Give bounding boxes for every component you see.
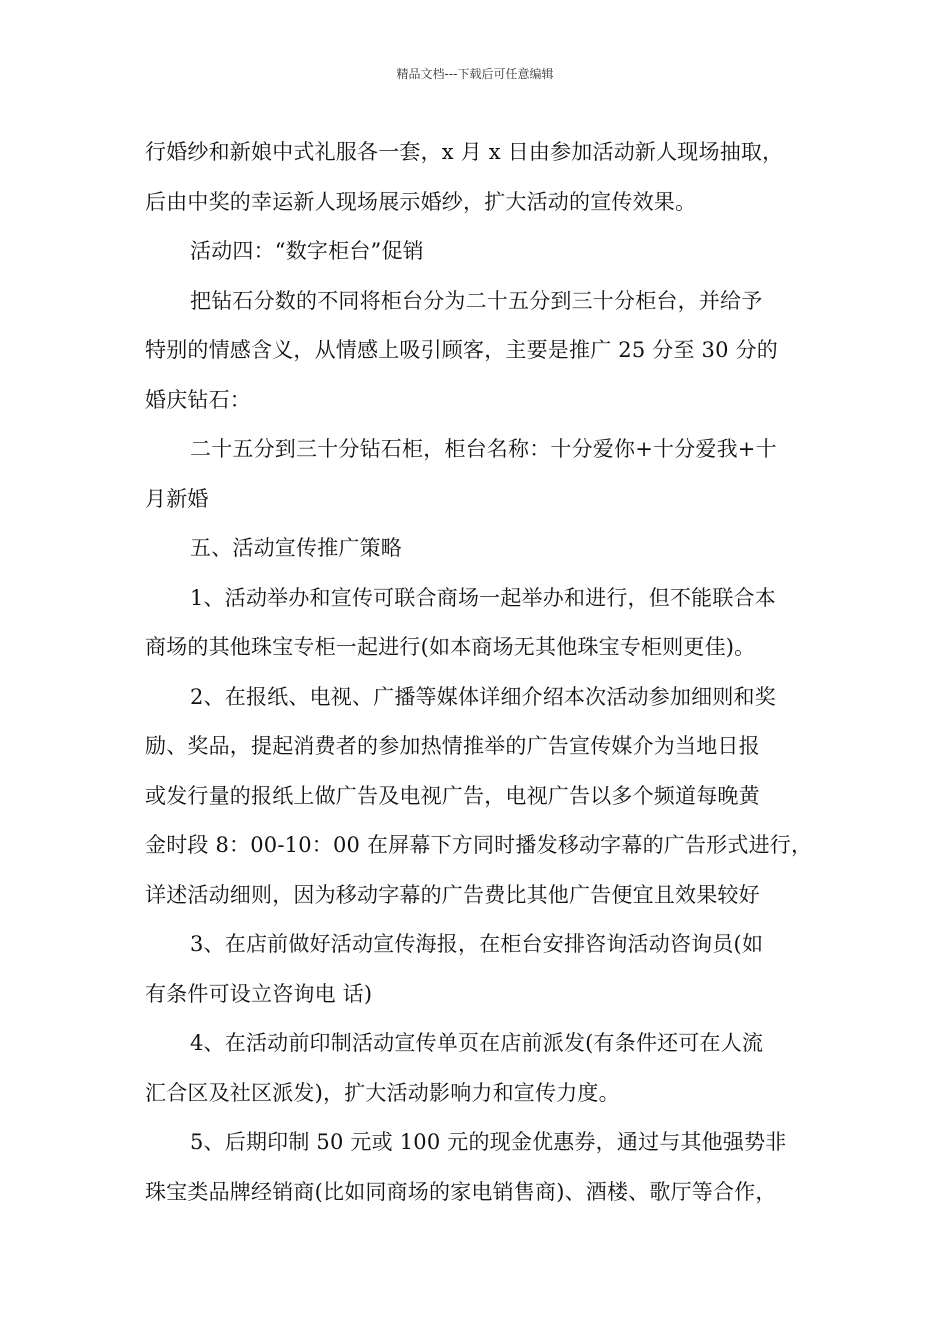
text-line: 2、在报纸、电视、广播等媒体详细介绍本次活动参加细则和奖: [190, 684, 776, 709]
section-heading: 五、活动宣传推广策略: [190, 536, 402, 560]
text-line: 汇合区及社区派发)，扩大活动影响力和宣传力度。: [145, 1080, 620, 1105]
text-line: 月新婚: [145, 486, 209, 511]
text-line: 励、奖品，提起消费者的参加热情推举的广告宣传媒介为当地日报: [145, 734, 760, 758]
text-line: 4、在活动前印制活动宣传单页在店前派发(有条件还可在人流: [190, 1031, 764, 1055]
text-line: 婚庆钻石：: [145, 387, 251, 412]
text-line: 后由中奖的幸运新人现场展示婚纱，扩大活动的宣传效果。: [145, 189, 697, 214]
text-line: 5、后期印制 50 元或 100 元的现金优惠券，通过与其他强势非: [190, 1130, 787, 1154]
text-line: 金时段 8：00-10：00 在屏幕下方同时播发移动字幕的广告形式进行，: [145, 833, 813, 857]
text-line: 特别的情感含义，从情感上吸引顾客，主要是推广 25 分至 30 分的: [145, 338, 778, 362]
page-header: 精品文档---下载后可任意编辑: [396, 67, 554, 81]
section-heading: 活动四：“数字柜台”促销: [190, 239, 424, 263]
text-line: 二十五分到三十分钻石柜，柜台名称：十分爱你+十分爱我+十: [190, 437, 777, 461]
text-line: 1、活动举办和宣传可联合商场一起举办和进行，但不能联合本: [190, 585, 776, 610]
text-line: 行婚纱和新娘中式礼服各一套，x 月 x 日由参加活动新人现场抽取，: [145, 140, 784, 164]
text-line: 珠宝类品牌经销商(比如同商场的家电销售商)、酒楼、歌厅等合作，: [145, 1179, 777, 1204]
text-line: 3、在店前做好活动宣传海报，在柜台安排咨询活动咨询员(如: [190, 932, 764, 956]
text-line: 商场的其他珠宝专柜一起进行(如本商场无其他珠宝专柜则更佳)。: [145, 635, 756, 659]
text-line: 有条件可设立咨询电 话): [145, 981, 373, 1006]
text-line: 详述活动细则，因为移动字幕的广告费比其他广告便宜且效果较好: [145, 882, 760, 907]
text-line: 或发行量的报纸上做广告及电视广告，电视广告以多个频道每晚黄: [145, 783, 760, 808]
text-line: 把钻石分数的不同将柜台分为二十五分到三十分柜台，并给予: [190, 288, 763, 313]
document-body: [145, 128, 813, 1217]
